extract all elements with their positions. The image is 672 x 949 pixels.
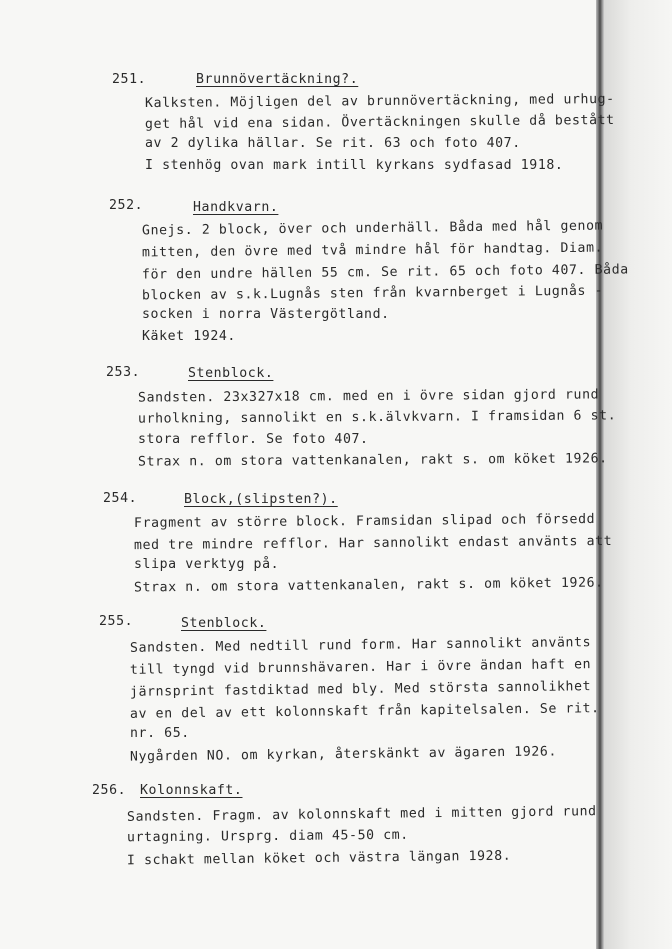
entry-line: Käket 1924. xyxy=(142,329,236,344)
entry-line: stora refflor. Se foto 407. xyxy=(138,432,369,447)
entry-line: socken i norra Västergötland. xyxy=(142,307,390,322)
binding-shadow xyxy=(596,0,604,949)
entry-line: Fragment av större block. Framsidan slipad och försedd xyxy=(133,511,596,532)
entry-line: urtagning. Ursprg. diam 45-50 cm. xyxy=(126,827,409,846)
entry-line: get hål vid ena sidan. Övertäckningen skulle då bestått xyxy=(144,112,615,133)
entry-number: 254. xyxy=(103,491,138,506)
entry-line: Gnejs. 2 block, över och underhäll. Båda med hål genom xyxy=(141,218,604,239)
entry-line: Sandsten. Fragm. av kolonnskaft med i mitten gjord rund xyxy=(126,804,597,825)
entry-title: Block,(slipsten?). xyxy=(184,492,338,507)
entry-line: av en del av ett kolonnskaft från kapitelsalen. Se rit. xyxy=(129,701,600,722)
entry-title: Brunnövertäckning?. xyxy=(196,72,359,87)
page-margin xyxy=(604,0,672,949)
entry-line: till tyngd vid brunnshävaren. Har i övre ändan haft en xyxy=(129,657,592,678)
entry-title: Stenblock. xyxy=(181,616,267,631)
entry-line: järnsprint fastdiktad med bly. Med största sannolikhet xyxy=(129,679,592,700)
entry-number: 256. xyxy=(92,783,127,798)
entry-line: blocken av s.k.Lugnås sten från kvarnberget i Lugnås - xyxy=(141,283,604,304)
entry-line: för den undre hällen 55 cm. Se rit. 65 och foto 407. Båda xyxy=(141,262,629,283)
entry-line: Strax n. om stora vattenkanalen, rakt s. om köket 1926. xyxy=(137,451,608,470)
entry-line: urholkning, sannolikt en s.k.älvkvarn. I framsidan 6 st. xyxy=(137,408,617,427)
entry-line: Strax n. om stora vattenkanalen, rakt s. om köket 1926. xyxy=(133,575,604,596)
entry-title: Stenblock. xyxy=(188,366,274,381)
entry-line: mitten, den övre med två mindre hål för handtag. Diam. xyxy=(141,240,604,261)
entry-line: nr. 65. xyxy=(130,726,190,741)
entry-line: Sandsten. 23x327x18 cm. med en i övre sidan gjord rund xyxy=(137,387,600,406)
entry-line: Sandsten. Med nedtill rund form. Har sannolikt använts xyxy=(129,635,592,656)
entry-line: Nygården NO. om kyrkan, återskänkt av ägaren 1926. xyxy=(129,744,558,765)
entry-number: 251. xyxy=(112,72,147,87)
entry-line: med tre mindre refflor. Har sannolikt endast använts att xyxy=(133,533,613,554)
entry-title: Kolonnskaft. xyxy=(140,783,243,798)
entry-number: 252. xyxy=(109,198,144,213)
entry-line: av 2 dylika hällar. Se rit. 63 och foto 407. xyxy=(145,136,521,151)
entry-line: Kalksten. Möjligen del av brunnövertäckning, med urhug- xyxy=(144,91,615,112)
entry-line: slipa verktyg på. xyxy=(134,557,280,572)
entry-line: I stenhög ovan mark intill kyrkans sydfasad 1918. xyxy=(145,158,564,173)
entry-number: 253. xyxy=(106,365,141,380)
entry-line: I schakt mellan köket och västra längan 1928. xyxy=(126,848,512,869)
entry-title: Handkvarn. xyxy=(193,200,279,215)
entry-number: 255. xyxy=(99,614,134,629)
